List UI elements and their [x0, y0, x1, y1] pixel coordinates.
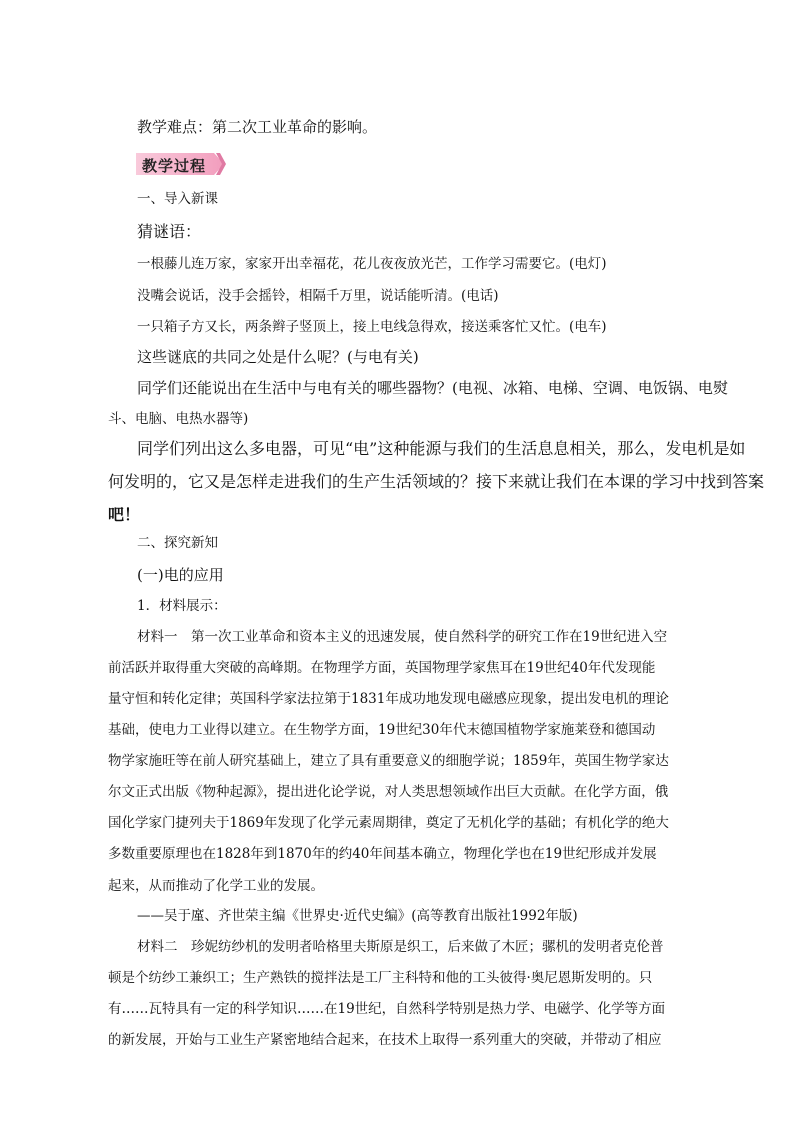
material-1-line: 前活跃并取得重大突破的高峰期。在物理学方面，英国物理学家焦耳在19世纪40年代发现能: [108, 660, 656, 676]
paragraph-line-2: 何发明的，它又是怎样走进我们的生产生活领域的？接下来就让我们在本课的学习中找到答案: [108, 472, 765, 491]
material-1-line: 多数重要原理也在1828年到1870年的约40年间基本确立，物理化学也在19世纪形成并发展: [108, 846, 657, 862]
material-1-line: 起来，从而推动了化学工业的发展。: [108, 878, 324, 894]
material-2-line: 材料二 珍妮纺纱机的发明者哈格里夫斯原是织工，后来做了木匠；骡机的发明者克伦普: [137, 939, 664, 955]
riddle-label: 猜谜语：: [137, 222, 202, 241]
material-1-line: 基础，使电力工业得以建立。在生物学方面，19世纪30年代末德国植物学家施莱登和德国动: [108, 722, 656, 738]
riddle-3: 一只箱子方又长，两条辫子竖顶上，接上电线急得欢，接送乘客忙又忙。(电车): [137, 319, 607, 335]
sub-heading: (一)电的应用: [137, 566, 224, 584]
riddle-1: 一根藤儿连万家，家家开出幸福花，花儿夜夜放光芒，工作学习需要它。(电灯): [137, 256, 607, 272]
paragraph-line-1: 同学们列出这么多电器，可见“电”这种能源与我们的生活息息相关，那么，发电机是如: [137, 439, 746, 458]
section-title: 教学过程: [142, 157, 207, 175]
intro-heading: 一、导入新课: [137, 191, 218, 207]
material-label: 1．材料展示：: [137, 598, 227, 614]
material-1-line: 国化学家门捷列夫于1869年发现了化学元素周期律，奠定了无机化学的基础；有机化学的绝大: [108, 815, 669, 831]
question-2-line-1: 同学们还能说出在生活中与电有关的哪些器物？(电视、冰箱、电梯、空调、电饭锅、电熨: [137, 379, 728, 397]
material-1-line: 尔文正式出版《物种起源》，提出进化论学说，对人类思想领域作出巨大贡献。在化学方面，俄: [108, 784, 669, 800]
paragraph-line-3: 吧！: [108, 505, 141, 524]
riddle-2: 没嘴会说话，没手会摇铃，相隔千万里，说话能听清。(电话): [137, 288, 499, 304]
material-2-line: 的新发展，开始与工业生产紧密地结合起来，在技术上取得一系列重大的突破，并带动了相应: [108, 1032, 662, 1048]
explore-heading: 二、探究新知: [137, 535, 218, 551]
material-2-line: 有……瓦特具有一定的科学知识……在19世纪，自然科学特别是热力学、电磁学、化学等方面: [108, 1001, 666, 1017]
material-2-line: 顿是个纺纱工兼织工；生产熟铁的搅拌法是工厂主科特和他的工头彼得·奥尼恩斯发明的。只: [108, 970, 653, 986]
material-1-source: ——吴于廑、齐世荣主编《世界史·近代史编》(高等教育出版社1992年版): [137, 908, 578, 924]
material-1-line: 物学家施旺等在前人研究基础上，建立了具有重要意义的细胞学说；1859年，英国生物学家达: [108, 753, 669, 769]
question-2-line-2: 斗、电脑、电热水器等): [108, 411, 249, 427]
section-tag: [136, 153, 224, 175]
material-1-line: 材料一 第一次工业革命和资本主义的迅速发展，使自然科学的研究工作在19世纪进入空: [137, 629, 668, 645]
material-1-line: 量守恒和转化定律；英国科学家法拉第于1831年成功地发现电磁感应现象，提出发电机的理论: [108, 691, 669, 707]
teaching-difficulty: 教学难点：第二次工业革命的影响。: [137, 118, 378, 136]
question-1: 这些谜底的共同之处是什么呢？(与电有关): [137, 348, 419, 366]
